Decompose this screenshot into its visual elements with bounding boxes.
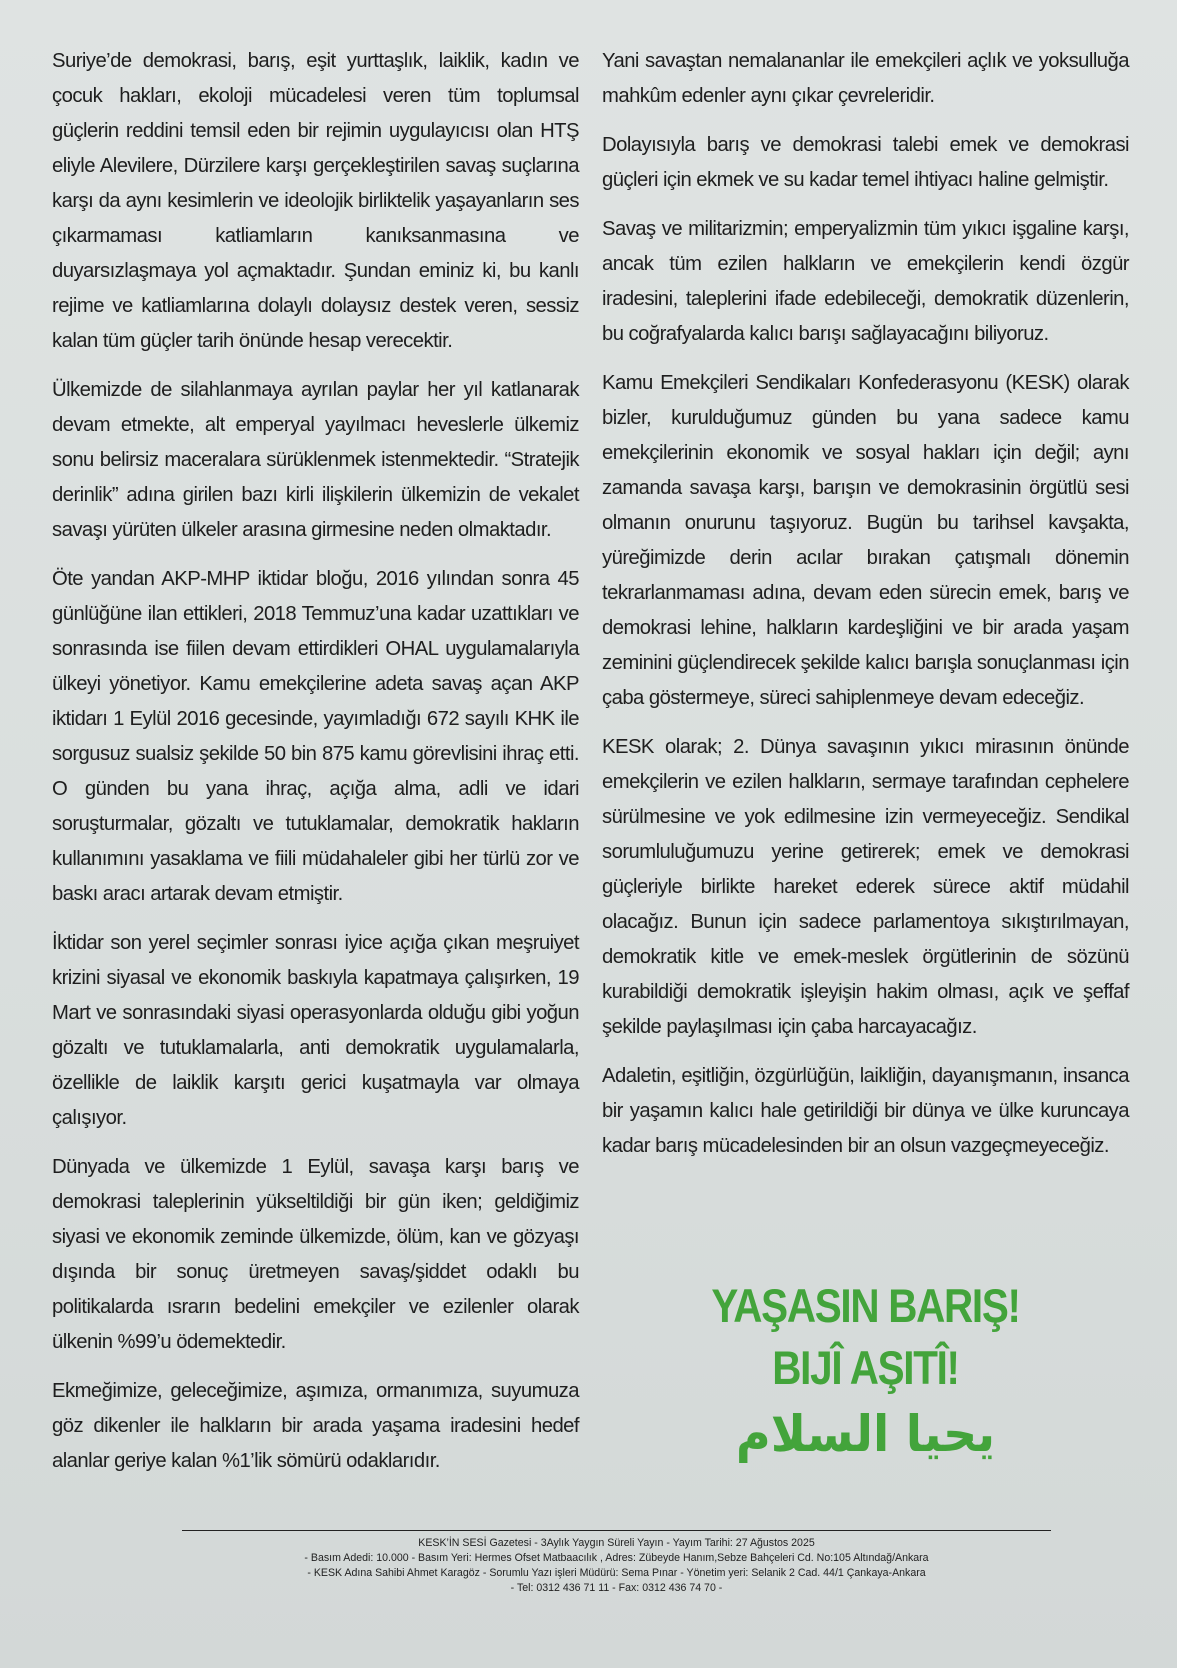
paragraph: KESK olarak; 2. Dünya savaşının yıkıcı mirasının önünde emekçilerin ve ezilen halkların, sermaye tarafından cephelere sürülmesine ve yok edilmesine izin vermeyeceğiz. Sendikal sorumluluğumuzu yerine getirerek; emek ve demokrasi güçleriyle birlikte hareket ederek sürece aktif müdahil olacağız. Bunun için sadece parlamentoya sıkıştırılmayan, demokratik kitle ve emek-meslek örgütlerinin de sözünü kurabildiği demokratik işleyişin hakim olması, açık ve şeffaf şekilde paylaşılması için çaba harcayacağız. [602, 736, 1129, 1038]
paragraph: Öte yandan AKP-MHP iktidar bloğu, 2016 yılından sonra 45 günlüğüne ilan ettikleri, 2018 Temmuz’una kadar uzattıkları ve sonrasında ise fiilen devam ettirdikleri OHAL uygulamalarıyla ülkeyi yönetiyor. Kamu emekçilerine adeta savaş açan AKP iktidarı 1 Eylül 2016 gecesinde, yayımladığı 672 sayılı KHK ile sorgusuz sualsiz şekilde 50 bin 875 kamu görevlisini ihraç etti. O günden bu yana ihraç, açığa alma, adli ve idari soruşturmalar, gözaltı ve tutuklamalar, demokratik hakların kullanımını yasaklama ve fiili müdahaleler gibi her türlü zor ve baskı aracı artarak devam etmiştir. [52, 568, 579, 905]
footer-line-contact: - Tel: 0312 436 71 11 - Fax: 0312 436 74 70 - [510, 1582, 723, 1594]
paragraph: Kamu Emekçileri Sendikaları Konfederasyonu (KESK) olarak bizler, kurulduğumuz günden bu yana sadece kamu emekçilerinin ekonomik ve sosyal hakları için değil; aynı zamanda savaşa karşı, barışın ve demokrasinin örgütlü sesi olmanın onurunu taşıyoruz. Bugün bu tarihsel kavşakta, yüreğimizde derin acılar bırakan çatışmalı dönemin tekrarlanmaması adına, devam eden sürecin emek, barış ve demokrasi lehine, halkların kardeşliğini ve bir arada yaşam zeminini güçlendirecek şekilde kalıcı barışla sonuçlanması için çaba göstermeye, süreci sahiplenmeye devam edeceğiz. [602, 372, 1129, 709]
paragraph: Dolayısıyla barış ve demokrasi talebi emek ve demokrasi güçleri için ekmek ve su kadar temel ihtiyacı haline gelmiştir. [602, 134, 1129, 191]
paragraph: Savaş ve militarizmin; emperyalizmin tüm yıkıcı işgaline karşı, ancak tüm ezilen halkların ve emekçilerin kendi özgür iradesini, taleplerini ifade edebileceği, demokratik düzenlerin, bu coğrafyalarda kalıcı barışı sağlayacağını biliyoruz. [602, 218, 1129, 345]
paragraph: Adaletin, eşitliğin, özgürlüğün, laikliğin, dayanışmanın, insanca bir yaşamın kalıcı hale getirildiği bir dünya ve ülke kuruncaya kadar barış mücadelesinden bir an olsun vazgeçmeyeceğiz. [602, 1065, 1129, 1157]
slogan-block [602, 1275, 1129, 1469]
paragraph: Dünyada ve ülkemizde 1 Eylül, savaşa karşı barış ve demokrasi taleplerinin yükseltildiği bir gün iken; geldiğimiz siyasi ve ekonomik zeminde ülkemizde, ölüm, kan ve gözyaşı dışında bir sonuç üretmeyen savaş/şiddet odaklı bu politikalarda ısrarın bedelini emekçiler ve ezilenler olarak ülkenin %99’u ödemektedir. [52, 1156, 579, 1353]
slogan-arabic: يحيا السلام [735, 1405, 996, 1463]
paragraph: Ülkemizde de silahlanmaya ayrılan paylar her yıl katlanarak devam etmekte, alt emperyal yayılmacı heveslerle ülkemiz sonu belirsiz maceralara sürüklenmek istenmektedir. “Stratejik derinlik” adına girilen bazı kirli ilişkilerin ülkemizin de vekalet savaşı yürüten ülkeler arasına girmesine neden olmaktadır. [52, 379, 579, 541]
paragraph: Ekmeğimize, geleceğimize, aşımıza, ormanımıza, suyumuza göz dikenler ile halkların bir arada yaşama iradesini hedef alanlar geriye kalan %1’lik sömürü odaklarıdır. [52, 1380, 579, 1472]
paragraph: İktidar son yerel seçimler sonrası iyice açığa çıkan meşruiyet krizini siyasal ve ekonomik baskıyla kapatmaya çalışırken, 19 Mart ve sonrasındaki siyasi operasyonlarda olduğu gibi yoğun gözaltı ve tutuklamalarla, anti demokratik uygulamalarla, özellikle de laiklik karşıtı gerici kuşatmayla var olmaya çalışıyor. [52, 932, 579, 1129]
footer-line-printing: - Basım Adedi: 10.000 - Basım Yeri: Hermes Ofset Matbaacılık , Adres: Zübeyde Hanım,Sebze Bahçeleri Cd. No:105 Altındağ/Ankara [304, 1552, 929, 1564]
footer-line-ownership: - KESK Adına Sahibi Ahmet Karagöz - Sorumlu Yazı işleri Müdürü: Sema Pınar - Yönetim yeri: Selanik 2 Cad. 44/1 Çankaya-Ankara [307, 1567, 926, 1579]
left-text-column [52, 44, 579, 1493]
right-text-column [602, 44, 1129, 1178]
footer-line-publication: KESK’İN SESİ Gazetesi - 3Aylık Yaygın Süreli Yayın - Yayım Tarihi: 27 Ağustos 2025 [418, 1537, 815, 1549]
footer-divider [182, 1530, 1051, 1531]
slogan-turkish: YAŞASIN BARIŞ! [711, 1279, 1020, 1332]
paragraph: Suriye’de demokrasi, barış, eşit yurttaşlık, laiklik, kadın ve çocuk hakları, ekoloji mücadelesi veren tüm toplumsal güçlerin reddini temsil eden bir rejimin uygulayıcısı olan HTŞ eliyle Alevilere, Dürzilere karşı gerçekleştirilen savaş suçlarına karşı da aynı kesimlerin ve ideolojik birliktelik yaşayanların ses çıkarmaması katliamların kanıksanmasına ve duyarsızlaşmaya yol açmaktadır. Şundan eminiz ki, bu kanlı rejime ve katliamlarına dolaylı dolaysız destek veren, sessiz kalan tüm güçler tarih önünde hesap verecektir. [52, 50, 579, 352]
slogan-kurdish: BIJÎ AŞITÎ! [772, 1341, 959, 1394]
publication-footer [150, 1536, 1083, 1596]
paragraph: Yani savaştan nemalananlar ile emekçileri açlık ve yoksulluğa mahkûm edenler aynı çıkar çevreleridir. [602, 50, 1129, 107]
